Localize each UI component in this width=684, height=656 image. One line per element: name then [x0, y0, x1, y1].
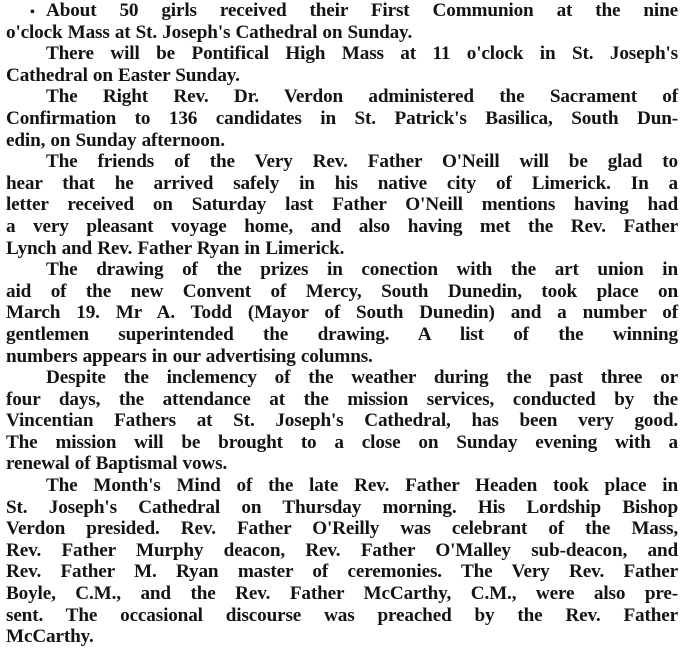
text-line: Confirmation to 136 candidates in St. Patrick's Basilica, South Dun- [6, 107, 678, 129]
text-line: letter received on Saturday last Father O'Neill mentions having had [6, 194, 678, 216]
text-line: gentlemen superintended the drawing. A list of the winning [6, 323, 678, 345]
text-line: Lynch and Rev. Father Ryan in Limerick. [6, 237, 345, 259]
text-line: The drawing of the prizes in conection with the art union in [46, 259, 678, 281]
text-line: edin, on Sunday afternoon. [6, 129, 225, 151]
text-line: The Month's Mind of the late Rev. Father Headen took place in [46, 475, 678, 497]
text-line: Rev. Father Murphy deacon, Rev. Father O'Malley sub-deacon, and [6, 539, 678, 561]
text-line: Cathedral on Easter Sunday. [6, 64, 240, 86]
text-line: Despite the inclemency of the weather during the past three or [46, 367, 678, 389]
paragraph-mark-icon: • [30, 5, 35, 20]
text-line: McCarthy. [6, 626, 94, 648]
text-line: About 50 girls received their First Communion at the nine [46, 0, 678, 21]
text-line: a very pleasant voyage home, and also having met the Rev. Father [6, 215, 678, 237]
text-line: The friends of the Very Rev. Father O'Neill will be glad to [46, 151, 678, 173]
paragraph-months-mind [6, 475, 678, 648]
paragraph-art-union [6, 259, 678, 367]
text-line: o'clock Mass at St. Joseph's Cathedral on Sunday. [6, 21, 413, 43]
text-line: sent. The occasional discourse was preached by the Rev. Father [6, 604, 678, 626]
text-line: numbers appears in our advertising columns. [6, 345, 373, 367]
text-line: Vincentian Fathers at St. Joseph's Cathedral, has been very good. [6, 410, 678, 432]
text-line: renewal of Baptismal vows. [6, 453, 228, 475]
text-line: There will be Pontifical High Mass at 11 o'clock in St. Joseph's [46, 43, 678, 65]
text-line: hear that he arrived safely in his native city of Limerick. In a [6, 172, 678, 194]
text-line: Verdon presided. Rev. Father O'Reilly was celebrant of the Mass, [6, 518, 678, 540]
text-line: four days, the attendance at the mission services, conducted by the [6, 388, 678, 410]
text-line: Boyle, C.M., and the Rev. Father McCarthy, C.M., were also pre- [6, 583, 678, 605]
paragraph-pontifical-mass [6, 43, 678, 86]
text-line: March 19. Mr A. Todd (Mayor of South Dunedin) and a number of [6, 302, 678, 324]
newspaper-column [6, 0, 678, 648]
paragraph-father-oneill [6, 151, 678, 259]
text-line: Rev. Father M. Ryan master of ceremonies. The Very Rev. Father [6, 561, 678, 583]
paragraph-first-communion [6, 0, 678, 43]
paragraph-confirmation [6, 86, 678, 151]
text-line: St. Joseph's Cathedral on Thursday morning. His Lordship Bishop [6, 496, 678, 518]
text-line: aid of the new Convent of Mercy, South Dunedin, took place on [6, 280, 678, 302]
text-line: The Right Rev. Dr. Verdon administered the Sacrament of [46, 86, 678, 108]
cropped-heading-fragment [228, 648, 290, 656]
paragraph-mission-services [6, 367, 678, 475]
text-line: The mission will be brought to a close on Sunday evening with a [6, 431, 678, 453]
